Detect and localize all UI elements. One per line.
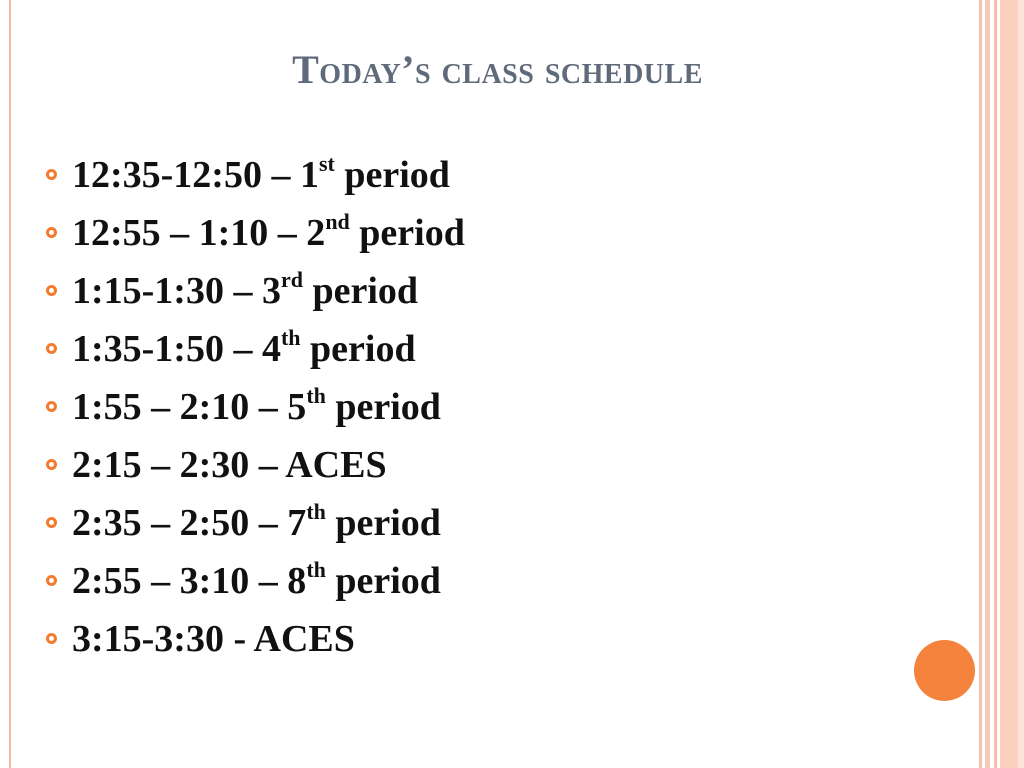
ordinal-suffix: th xyxy=(306,383,326,409)
decorative-circle xyxy=(914,640,975,701)
schedule-time: 2:35 – 2:50 – 7 xyxy=(72,502,307,544)
schedule-label: period xyxy=(300,328,416,370)
right-stripe xyxy=(1000,0,1018,768)
ordinal-suffix: th xyxy=(306,557,326,583)
ordinal-suffix: rd xyxy=(280,267,303,293)
slide-title: Today’s class schedule xyxy=(292,47,703,92)
bullet-ring-icon xyxy=(46,575,57,586)
schedule-label: period xyxy=(325,386,441,428)
schedule-time: 1:35-1:50 – 4 xyxy=(72,328,281,370)
right-stripe xyxy=(1018,0,1024,768)
ordinal-suffix: nd xyxy=(325,209,350,235)
schedule-item xyxy=(46,436,465,494)
schedule-list xyxy=(46,146,465,668)
ordinal-suffix: th xyxy=(306,499,326,525)
schedule-label: period xyxy=(325,502,441,544)
schedule-item xyxy=(46,378,465,436)
bullet-ring-icon xyxy=(46,227,57,238)
bullet-ring-icon xyxy=(46,285,57,296)
schedule-time: 2:15 – 2:30 – ACES xyxy=(72,444,387,486)
schedule-label: period xyxy=(349,212,465,254)
schedule-item xyxy=(46,320,465,378)
schedule-label: period xyxy=(334,154,450,196)
schedule-item xyxy=(46,204,465,262)
schedule-item xyxy=(46,494,465,552)
right-stripe xyxy=(994,0,997,768)
bullet-ring-icon xyxy=(46,169,57,180)
bullet-ring-icon xyxy=(46,633,57,644)
schedule-time: 3:15-3:30 - ACES xyxy=(72,618,355,660)
schedule-item xyxy=(46,146,465,204)
schedule-label: period xyxy=(302,270,419,312)
schedule-time: 1:55 – 2:10 – 5 xyxy=(72,386,307,428)
ordinal-suffix: th xyxy=(280,325,301,351)
schedule-label: period xyxy=(325,560,441,602)
schedule-item xyxy=(46,610,465,668)
schedule-item xyxy=(46,552,465,610)
bullet-ring-icon xyxy=(46,459,57,470)
schedule-item xyxy=(46,262,465,320)
right-stripe xyxy=(979,0,982,768)
left-border-line xyxy=(9,0,11,768)
schedule-time: 2:55 – 3:10 – 8 xyxy=(72,560,307,602)
schedule-time: 12:55 – 1:10 – 2 xyxy=(72,212,326,254)
schedule-time: 12:35-12:50 – 1 xyxy=(72,154,319,196)
bullet-ring-icon xyxy=(46,517,57,528)
bullet-ring-icon xyxy=(46,343,57,354)
bullet-ring-icon xyxy=(46,401,57,412)
right-stripe xyxy=(985,0,990,768)
ordinal-suffix: st xyxy=(318,151,335,177)
schedule-time: 1:15-1:30 – 3 xyxy=(72,270,281,312)
